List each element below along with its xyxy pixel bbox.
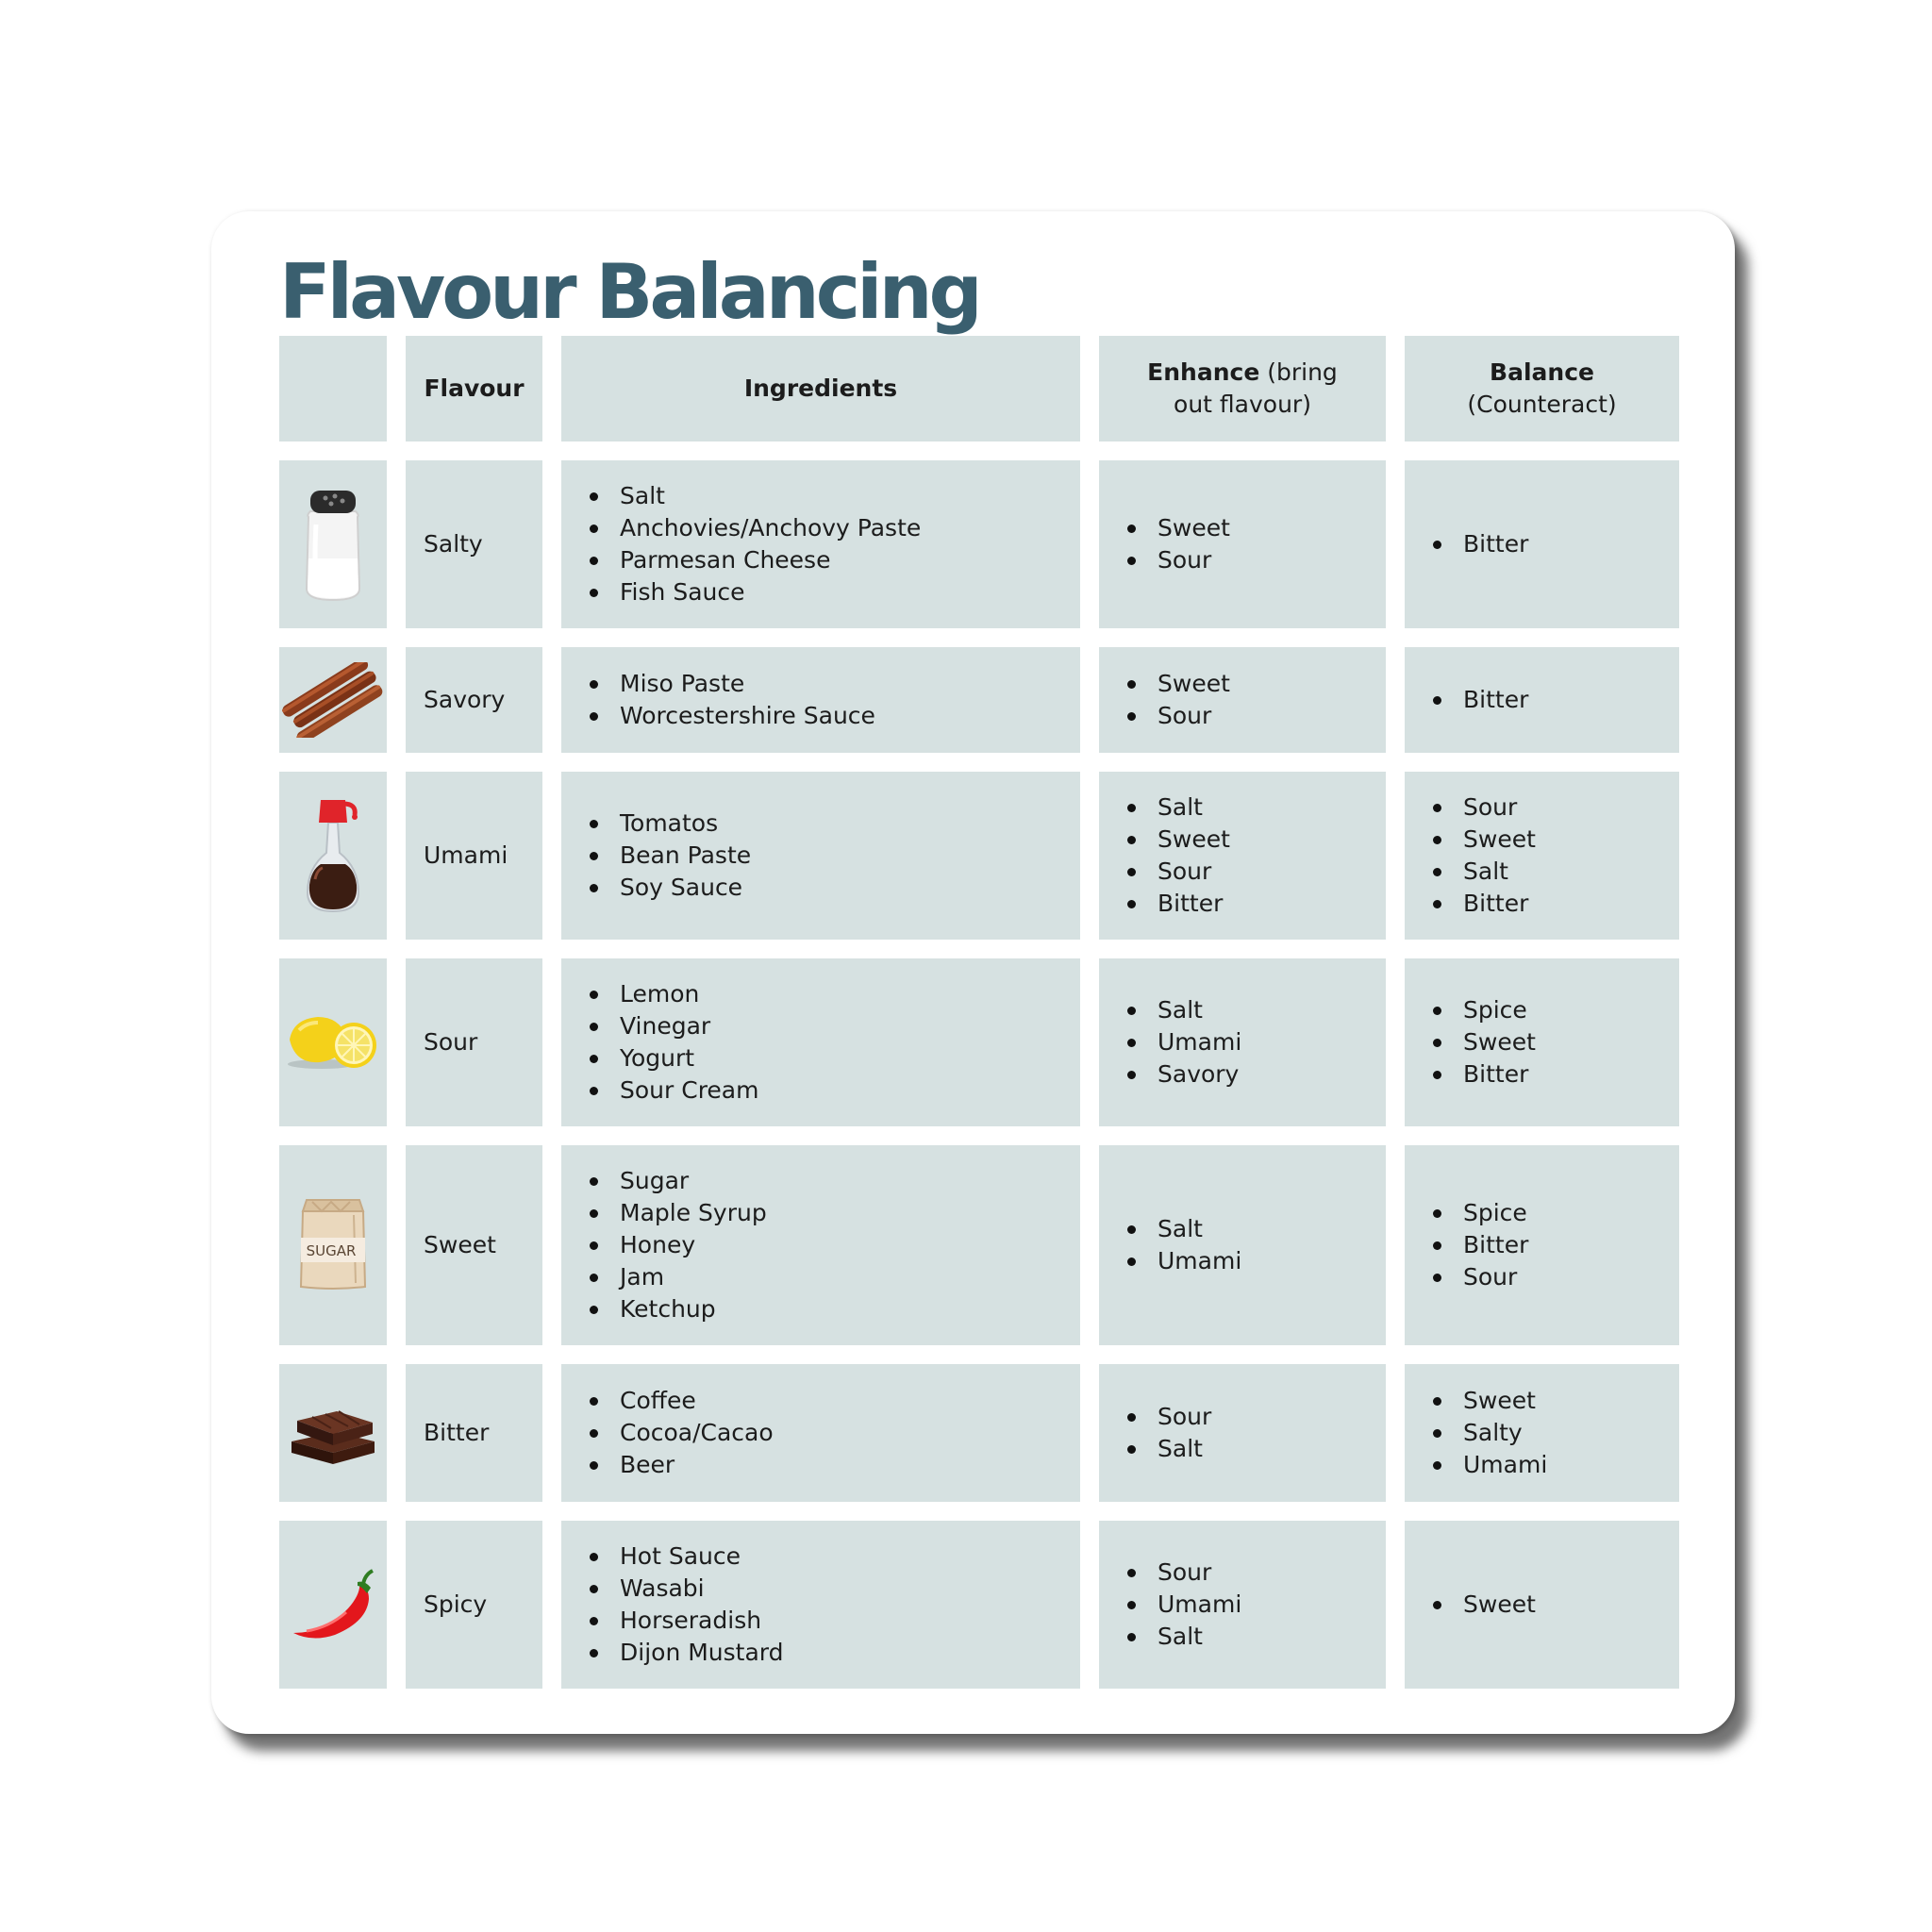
- enhance-list: [1099, 1213, 1241, 1277]
- balance-list: [1405, 791, 1536, 920]
- ingredients-cell: [561, 1145, 1080, 1345]
- sugar-bag-label: SUGAR: [306, 1242, 357, 1259]
- header-enhance-label: Enhance: [1147, 358, 1260, 386]
- list-item: Fish Sauce: [590, 576, 921, 608]
- list-item: Bitter: [1433, 684, 1528, 716]
- list-item: Salt: [1127, 994, 1241, 1026]
- list-item: Beer: [590, 1449, 774, 1481]
- ingredients-list: [561, 1165, 767, 1325]
- list-item: Anchovies/Anchovy Paste: [590, 512, 921, 544]
- row-icon-cell: [279, 1145, 387, 1345]
- chocolate-icon: [288, 1398, 378, 1468]
- header-balance-label: Balance: [1490, 358, 1594, 386]
- list-item: Sweet: [1433, 1589, 1536, 1621]
- list-item: Bitter: [1433, 1229, 1528, 1261]
- list-item: Sour Cream: [590, 1074, 758, 1107]
- list-item: Sour: [1127, 1401, 1211, 1433]
- list-item: Ketchup: [590, 1293, 767, 1325]
- flavour-label: Spicy: [424, 1591, 488, 1618]
- list-item: Sweet: [1433, 1026, 1536, 1058]
- enhance-cell: [1099, 772, 1386, 940]
- list-item: Bitter: [1433, 888, 1536, 920]
- list-item: Bitter: [1127, 888, 1230, 920]
- flavour-label: Umami: [424, 841, 508, 869]
- list-item: Hot Sauce: [590, 1541, 784, 1573]
- list-item: Yogurt: [590, 1042, 758, 1074]
- flavour-name: [406, 1364, 542, 1502]
- enhance-cell: [1099, 1145, 1386, 1345]
- list-item: Dijon Mustard: [590, 1637, 784, 1669]
- list-item: Soy Sauce: [590, 872, 751, 904]
- enhance-cell: [1099, 958, 1386, 1126]
- balance-cell: [1405, 460, 1679, 628]
- row-icon-cell: [279, 460, 387, 628]
- header-ingredients: [561, 336, 1080, 441]
- ingredients-list: [561, 668, 875, 732]
- enhance-list: [1099, 1401, 1211, 1465]
- list-item: Honey: [590, 1229, 767, 1261]
- flavour-chart-card: [211, 211, 1735, 1734]
- list-item: Sour: [1127, 1557, 1241, 1589]
- list-item: Umami: [1127, 1026, 1241, 1058]
- enhance-list: [1099, 668, 1230, 732]
- list-item: Umami: [1127, 1589, 1241, 1621]
- list-item: Salt: [1127, 1621, 1241, 1653]
- header-ingredients-label: Ingredients: [743, 375, 898, 402]
- ingredients-cell: [561, 460, 1080, 628]
- list-item: Horseradish: [590, 1605, 784, 1637]
- balance-list: [1405, 684, 1528, 716]
- flavour-name: [406, 772, 542, 940]
- ingredients-list: [561, 1385, 774, 1481]
- header-flavour: [406, 336, 542, 441]
- soy-sauce-bottle-icon: [300, 794, 366, 917]
- balance-list: [1405, 528, 1528, 560]
- flavour-name: [406, 647, 542, 753]
- flavour-label: Sour: [424, 1028, 478, 1056]
- cinnamon-sticks-icon: [282, 662, 384, 738]
- row-icon-cell: [279, 1521, 387, 1689]
- sugar-bag-icon: [293, 1196, 373, 1294]
- list-item: Umami: [1127, 1245, 1241, 1277]
- chili-pepper-icon: [288, 1567, 378, 1642]
- list-item: Vinegar: [590, 1010, 758, 1042]
- flavour-label: Salty: [424, 530, 483, 558]
- header-icon-cell: [279, 336, 387, 441]
- enhance-list: [1099, 1557, 1241, 1653]
- flavour-name: [406, 1521, 542, 1689]
- list-item: Sweet: [1127, 668, 1230, 700]
- page-title: Flavour Balancing: [279, 248, 979, 336]
- ingredients-list: [561, 480, 921, 608]
- ingredients-cell: [561, 647, 1080, 753]
- row-icon-cell: [279, 772, 387, 940]
- list-item: Spice: [1433, 1197, 1528, 1229]
- enhance-cell: [1099, 460, 1386, 628]
- enhance-cell: [1099, 1364, 1386, 1502]
- list-item: Sweet: [1127, 824, 1230, 856]
- flavour-table: [279, 336, 1675, 1689]
- flavour-label: Bitter: [424, 1419, 490, 1446]
- list-item: Miso Paste: [590, 668, 875, 700]
- list-item: Sweet: [1433, 1385, 1547, 1417]
- enhance-cell: [1099, 1521, 1386, 1689]
- flavour-name: [406, 1145, 542, 1345]
- list-item: Sugar: [590, 1165, 767, 1197]
- balance-cell: [1405, 1521, 1679, 1689]
- row-icon-cell: [279, 958, 387, 1126]
- row-icon-cell: [279, 647, 387, 753]
- ingredients-cell: [561, 1521, 1080, 1689]
- enhance-list: [1099, 994, 1241, 1091]
- list-item: Salt: [1433, 856, 1536, 888]
- flavour-label: Savory: [424, 686, 506, 713]
- list-item: Sour: [1127, 856, 1230, 888]
- balance-cell: [1405, 647, 1679, 753]
- list-item: Sour: [1127, 544, 1230, 576]
- list-item: Umami: [1433, 1449, 1547, 1481]
- ingredients-cell: [561, 958, 1080, 1126]
- ingredients-cell: [561, 772, 1080, 940]
- balance-cell: [1405, 1364, 1679, 1502]
- enhance-list: [1099, 791, 1230, 920]
- list-item: Salty: [1433, 1417, 1547, 1449]
- balance-cell: [1405, 772, 1679, 940]
- list-item: Salt: [1127, 1213, 1241, 1245]
- list-item: Savory: [1127, 1058, 1241, 1091]
- list-item: Jam: [590, 1261, 767, 1293]
- list-item: Salt: [1127, 1433, 1211, 1465]
- enhance-cell: [1099, 647, 1386, 753]
- row-icon-cell: [279, 1364, 387, 1502]
- list-item: Spice: [1433, 994, 1536, 1026]
- header-balance: [1405, 336, 1679, 441]
- list-item: Sour: [1433, 791, 1536, 824]
- list-item: Parmesan Cheese: [590, 544, 921, 576]
- flavour-name: [406, 460, 542, 628]
- enhance-list: [1099, 512, 1230, 576]
- lemon-icon: [284, 1009, 382, 1075]
- list-item: Bitter: [1433, 1058, 1536, 1091]
- list-item: Tomatos: [590, 808, 751, 840]
- ingredients-cell: [561, 1364, 1080, 1502]
- flavour-name: [406, 958, 542, 1126]
- list-item: Bean Paste: [590, 840, 751, 872]
- flavour-label: Sweet: [424, 1231, 496, 1258]
- header-balance-note: (Counteract): [1467, 391, 1617, 418]
- list-item: Maple Syrup: [590, 1197, 767, 1229]
- list-item: Salt: [1127, 791, 1230, 824]
- list-item: Wasabi: [590, 1573, 784, 1605]
- list-item: Sweet: [1127, 512, 1230, 544]
- ingredients-list: [561, 1541, 784, 1669]
- balance-cell: [1405, 958, 1679, 1126]
- balance-cell: [1405, 1145, 1679, 1345]
- list-item: Bitter: [1433, 528, 1528, 560]
- salt-shaker-icon: [295, 483, 371, 606]
- balance-list: [1405, 1385, 1547, 1481]
- list-item: Lemon: [590, 978, 758, 1010]
- header-enhance: [1099, 336, 1386, 441]
- balance-list: [1405, 994, 1536, 1091]
- ingredients-list: [561, 978, 758, 1107]
- list-item: Cocoa/Cacao: [590, 1417, 774, 1449]
- balance-list: [1405, 1197, 1528, 1293]
- header-enhance-note: (bring out flavour): [1174, 358, 1338, 418]
- header-flavour-label: Flavour: [424, 375, 525, 402]
- list-item: Sweet: [1433, 824, 1536, 856]
- list-item: Worcestershire Sauce: [590, 700, 875, 732]
- ingredients-list: [561, 808, 751, 904]
- balance-list: [1405, 1589, 1536, 1621]
- list-item: Coffee: [590, 1385, 774, 1417]
- list-item: Sour: [1433, 1261, 1528, 1293]
- list-item: Salt: [590, 480, 921, 512]
- list-item: Sour: [1127, 700, 1230, 732]
